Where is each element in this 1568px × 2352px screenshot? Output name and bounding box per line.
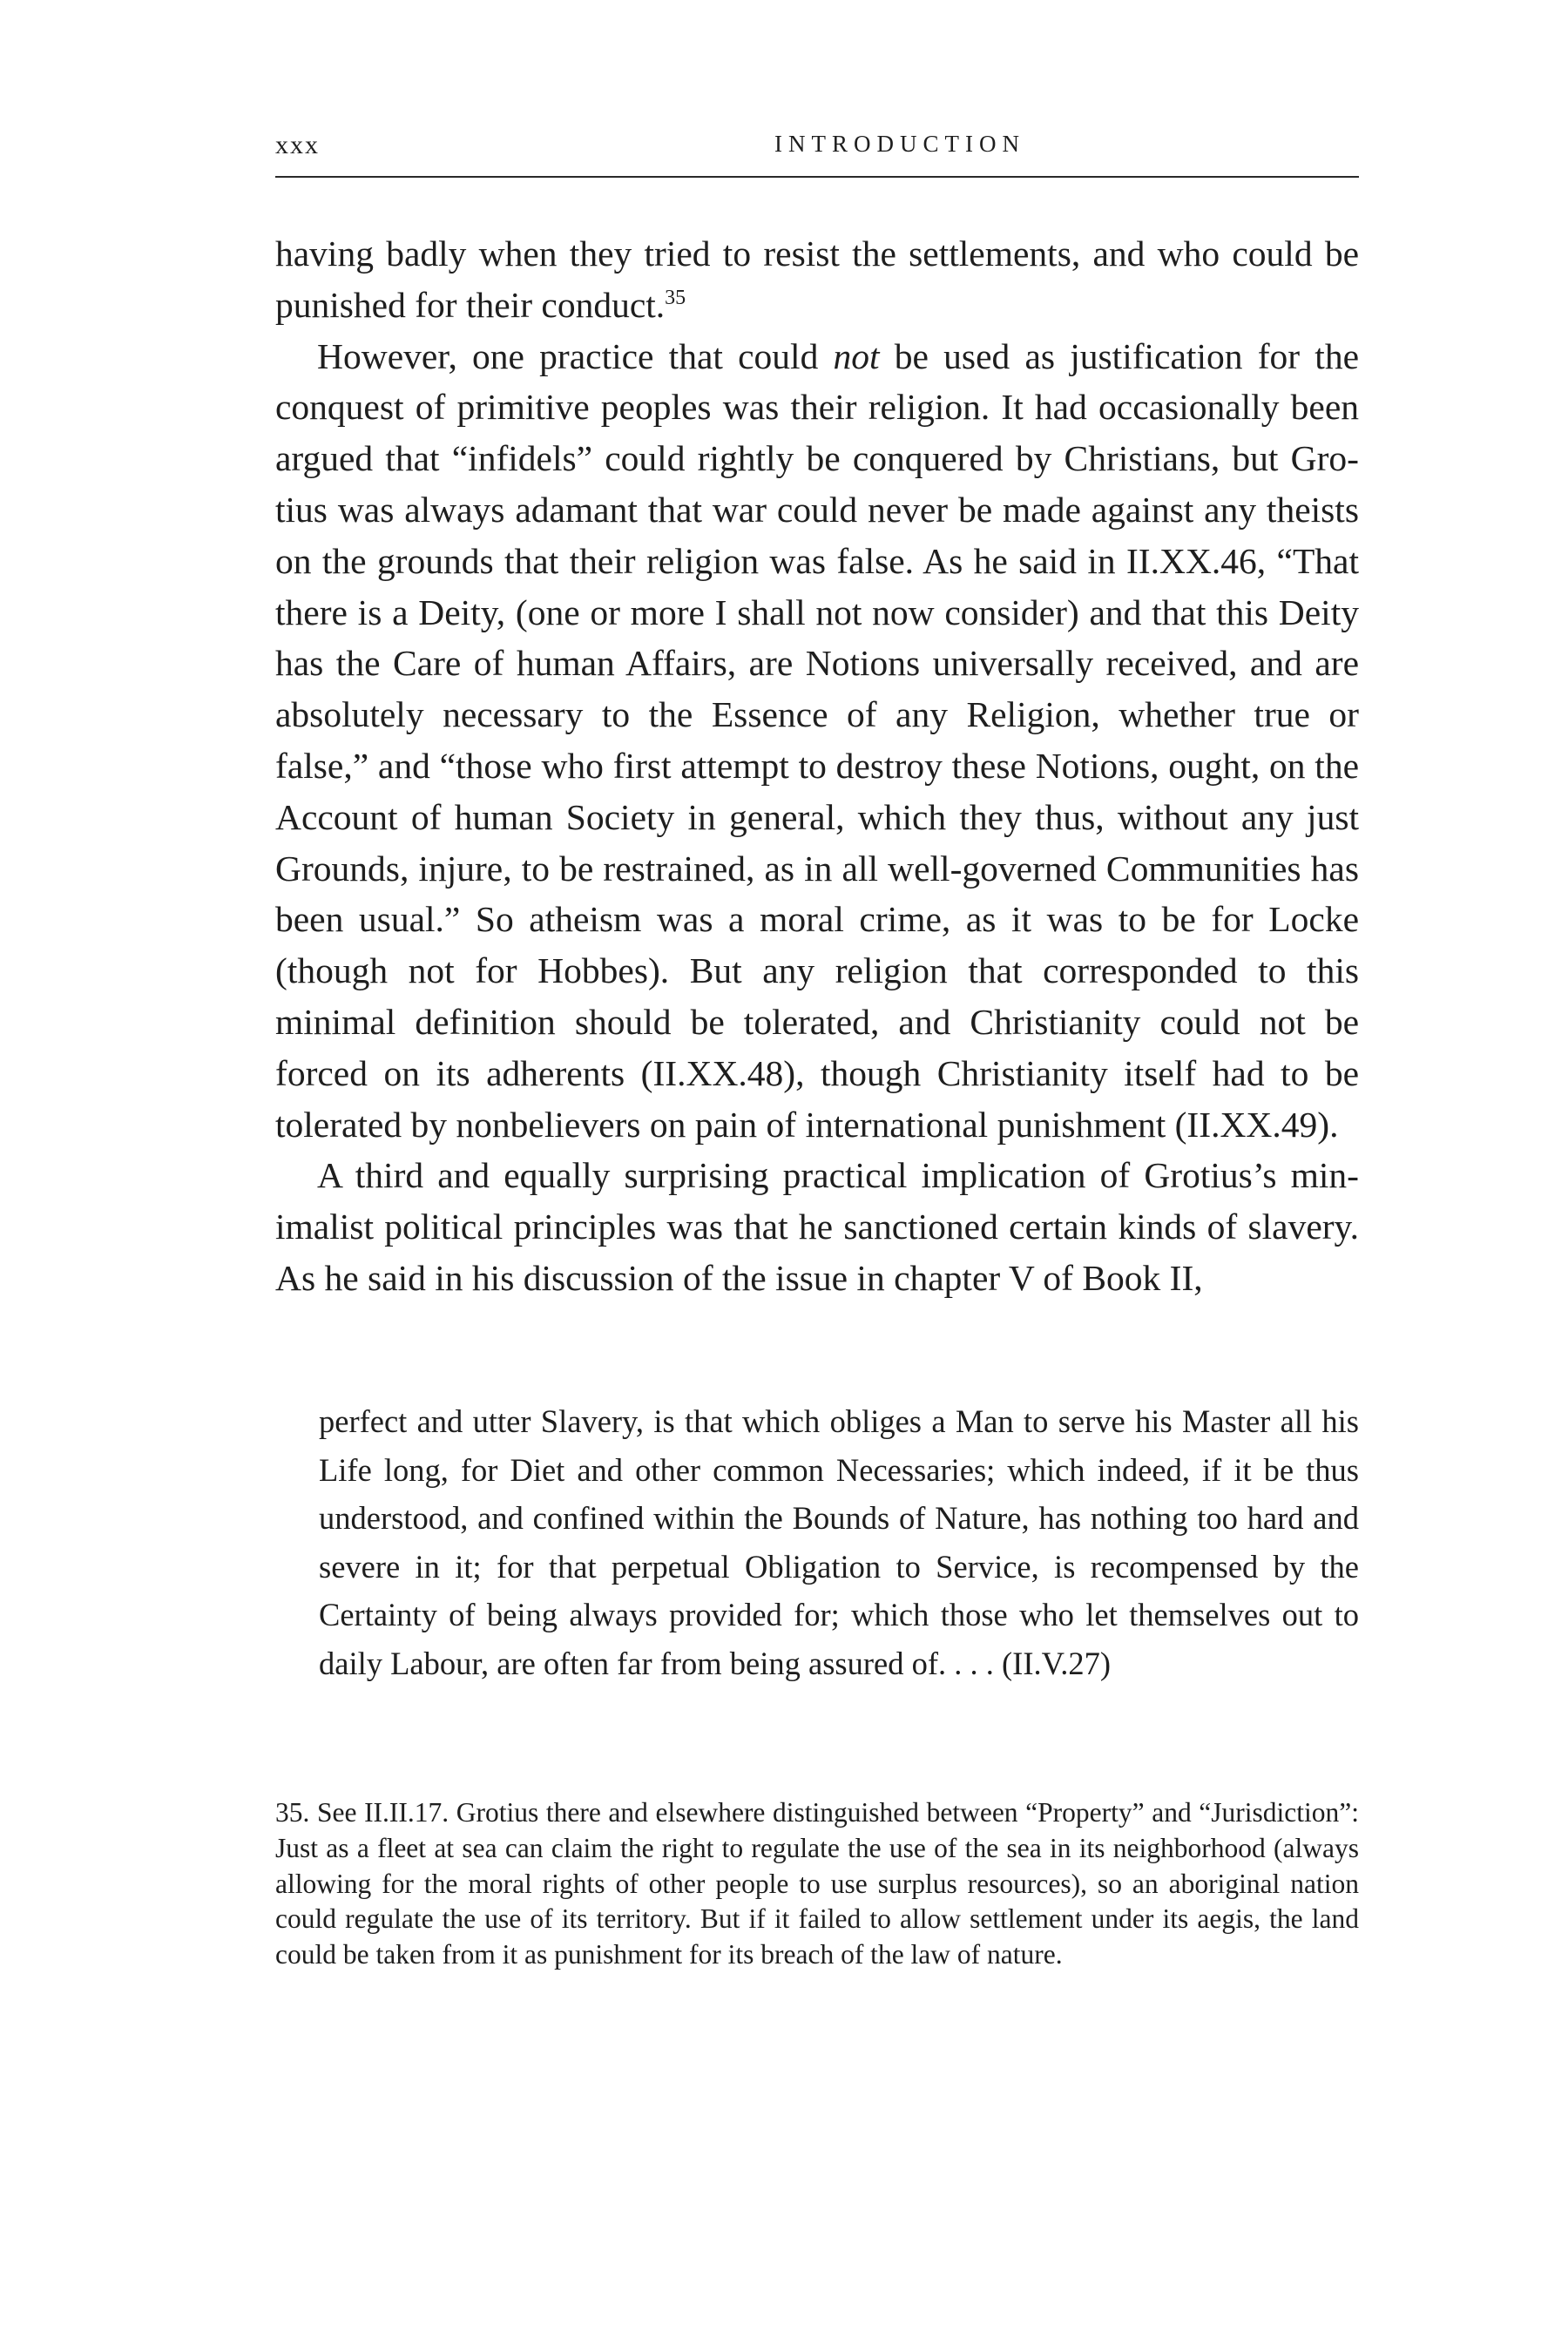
paragraph-1-text: having badly when they tried to resist the settlements, and who could be punished for their conduct. — [275, 233, 1359, 325]
footnote-number: 35. — [275, 1797, 310, 1828]
paragraph-2-text-start: However, one practice that could — [317, 335, 834, 376]
running-head — [275, 127, 1359, 178]
paragraph-1 — [275, 228, 1359, 331]
footnote-35 — [275, 1795, 1359, 1973]
page-number: xxx — [275, 131, 320, 159]
paragraph-2-text-rest: be used as justification for the conquest of primitive peoples was their religion. It had occasionally been argued that “infidels” could rightly be conquered by Christians, but Grotius was always adamant that war could never be made against any theists on the grounds that their religion was false. As he said in II.XX.46, “That there is a Deity, (one or more I shall not now consider) and that this Deity has the Care of human Affairs, are Notions universally received, and are absolutely necessary to the Essence of any Religion, whether true or false,” and “those who first attempt to destroy these Notions, ought, on the Account of human Society in general, which they thus, without any just Grounds, injure, to be restrained, as in all well-governed Communities has been usual.” So atheism was a moral crime, as it was to be for Locke (though not for Hobbes). But any religion that corresponded to this minimal definition should be tolerated, and Christianity could not be forced on its adherents (II.XX.48), though Christianity itself had to be tolerated by nonbelievers on pain of international punishment (II.XX.49). — [275, 335, 1359, 1145]
body-text — [275, 228, 1359, 1304]
block-quotation: perfect and utter Slavery, is that which obliges a Man to serve his Master all his Life long, for Diet and other common Necessaries; which indeed, if it be thus understood, and confined within the Bounds of Nature, has nothing too hard and severe in it; for that perpetual Obligation to Service, is recompensed by the Certainty of being always provided for; which those who let themselves out to daily Labour, are often far from being assured of. . . . (II.V.27) — [319, 1403, 1359, 1681]
paragraph-3: A third and equally surprising practical implication of Grotius’s minimalist political principles was that he sanctioned certain kinds of slavery. As he said in his discussion of the issue in chapter V of Book II, — [275, 1155, 1359, 1298]
paragraph-2 — [275, 331, 1359, 1151]
paragraph-2-emphasis: not — [833, 335, 880, 376]
book-page — [275, 0, 1359, 2352]
footnote-reference-35: 35 — [665, 286, 686, 309]
running-head-title: INTRODUCTION — [774, 131, 1025, 157]
footnote-text: See II.II.17. Grotius there and elsewhere distinguished between “Property” and “Jurisdiction”: Just as a fleet at sea can claim the right to regulate the use of the sea in its neighborhood (always allowing for the moral rights of other people to use surplus resources), so an aboriginal nation could regulate the use of its territory. But if it failed to allow settlement under its aegis, the land could be taken from it as punishment for its breach of the law of nature. — [275, 1797, 1359, 1970]
